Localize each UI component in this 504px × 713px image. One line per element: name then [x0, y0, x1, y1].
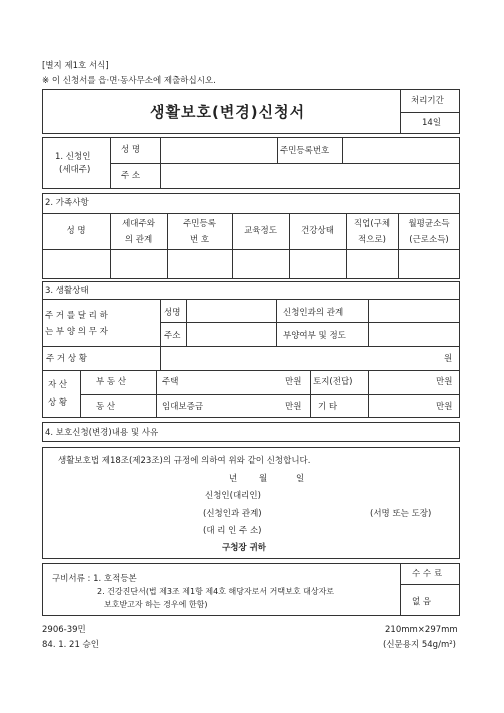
supporter-label-2: 는 부 양 의 무 자: [45, 327, 108, 337]
family-col-job-2: 적으로): [358, 235, 386, 245]
assets-label-2: 상 황: [48, 398, 68, 408]
deposit-label: 임대보증금: [162, 402, 204, 412]
family-col-resident-no: 주민등록: [183, 219, 216, 229]
family-col-relation: 세대주와: [122, 219, 155, 229]
name-label: 성 명: [121, 145, 141, 155]
statement-text: 생활보호법 제18조(제23조)의 규정에 의하여 위와 같이 신청합니다.: [58, 456, 311, 466]
proxy-address-label: (대 리 인 주 소): [203, 526, 262, 536]
support-status-label: 부양여부 및 정도: [283, 331, 346, 341]
land-label: 토지(전답): [313, 377, 353, 387]
family-col-job: 직업(구체: [353, 219, 391, 229]
required-document-2: 2. 건강진단서(법 제3조 제1항 제4호 해당자로서 거택보호 대상자로: [97, 587, 335, 596]
realestate-label: 부 동 산: [96, 377, 127, 387]
processing-period-value: 14일: [422, 118, 442, 128]
relation-to-applicant-label: (신청인과 관계): [203, 509, 262, 519]
supporter-relation-label: 신청인과의 관계: [283, 308, 344, 318]
signature-or-seal-label: (서명 또는 도장): [370, 509, 432, 519]
supporter-address-label: 주소: [164, 331, 181, 341]
fee-label: 수 수 료: [412, 569, 443, 579]
date-year: 년: [229, 474, 238, 484]
movable-label: 동 산: [96, 402, 116, 412]
residence-won-unit: 원: [444, 354, 453, 364]
processing-period-label: 처리기간: [411, 96, 444, 106]
land-manwon-unit: 만원: [436, 377, 453, 387]
applicant-signature-label: 신청인(대리인): [205, 491, 261, 501]
living-section-label: 3. 생활상태: [45, 286, 89, 296]
address-label: 주 소: [121, 171, 141, 181]
form-title: 생활보호(변경)신청서: [150, 103, 306, 121]
resident-number-label: 주민등록번호: [280, 146, 330, 156]
applicant-sub-label: (세대주): [59, 165, 91, 175]
paper-size: 210mm×297mm: [385, 625, 458, 635]
family-col-name: 성 명: [66, 226, 86, 236]
required-documents-label: 구비서류 : 1. 호적등본: [52, 574, 137, 584]
paper-type: (신문용지 54g/m²): [383, 640, 456, 650]
residence-status-label: 주 거 상 황: [46, 354, 87, 364]
fee-value: 없 음: [412, 597, 432, 607]
assets-label: 자 산: [48, 380, 68, 390]
family-col-relation-2: 의 관계: [124, 235, 153, 245]
attachment-label: [별지 제1호 서식]: [42, 61, 109, 71]
approval-date: 84. 1. 21 승인: [42, 640, 99, 650]
form-number: 2906-39민: [42, 625, 86, 635]
other-manwon-unit: 만원: [436, 402, 453, 412]
supporter-name-label: 성명: [164, 308, 181, 318]
family-col-income: 월평균소득: [408, 219, 450, 229]
house-label: 주택: [162, 377, 179, 387]
required-document-2-cont: 보호받고자 하는 경우에 한함): [104, 600, 208, 609]
family-col-resident-no-2: 번 호: [189, 235, 210, 245]
date-day: 일: [296, 474, 305, 484]
family-col-income-2: (근로소득): [409, 235, 449, 245]
other-assets-label: 기 타: [318, 402, 338, 412]
request-section-label: 4. 보호신청(변경)내용 및 사유: [45, 428, 159, 438]
family-section-label: 2. 가족사항: [45, 198, 89, 208]
date-month: 월: [259, 474, 268, 484]
supporter-label: 주 거 를 달 리 하: [45, 311, 108, 321]
submission-note: ※ 이 신청서를 읍·면·동사무소에 제출하십시오.: [42, 76, 216, 86]
deposit-manwon-unit: 만원: [285, 402, 302, 412]
family-col-education: 교육정도: [244, 226, 277, 236]
house-manwon-unit: 만원: [285, 377, 302, 387]
applicant-label: 1. 신청인: [55, 152, 91, 162]
recipient-label: 구청장 귀하: [222, 543, 267, 553]
family-col-health: 건강상태: [301, 226, 334, 236]
living-section: [42, 281, 460, 418]
